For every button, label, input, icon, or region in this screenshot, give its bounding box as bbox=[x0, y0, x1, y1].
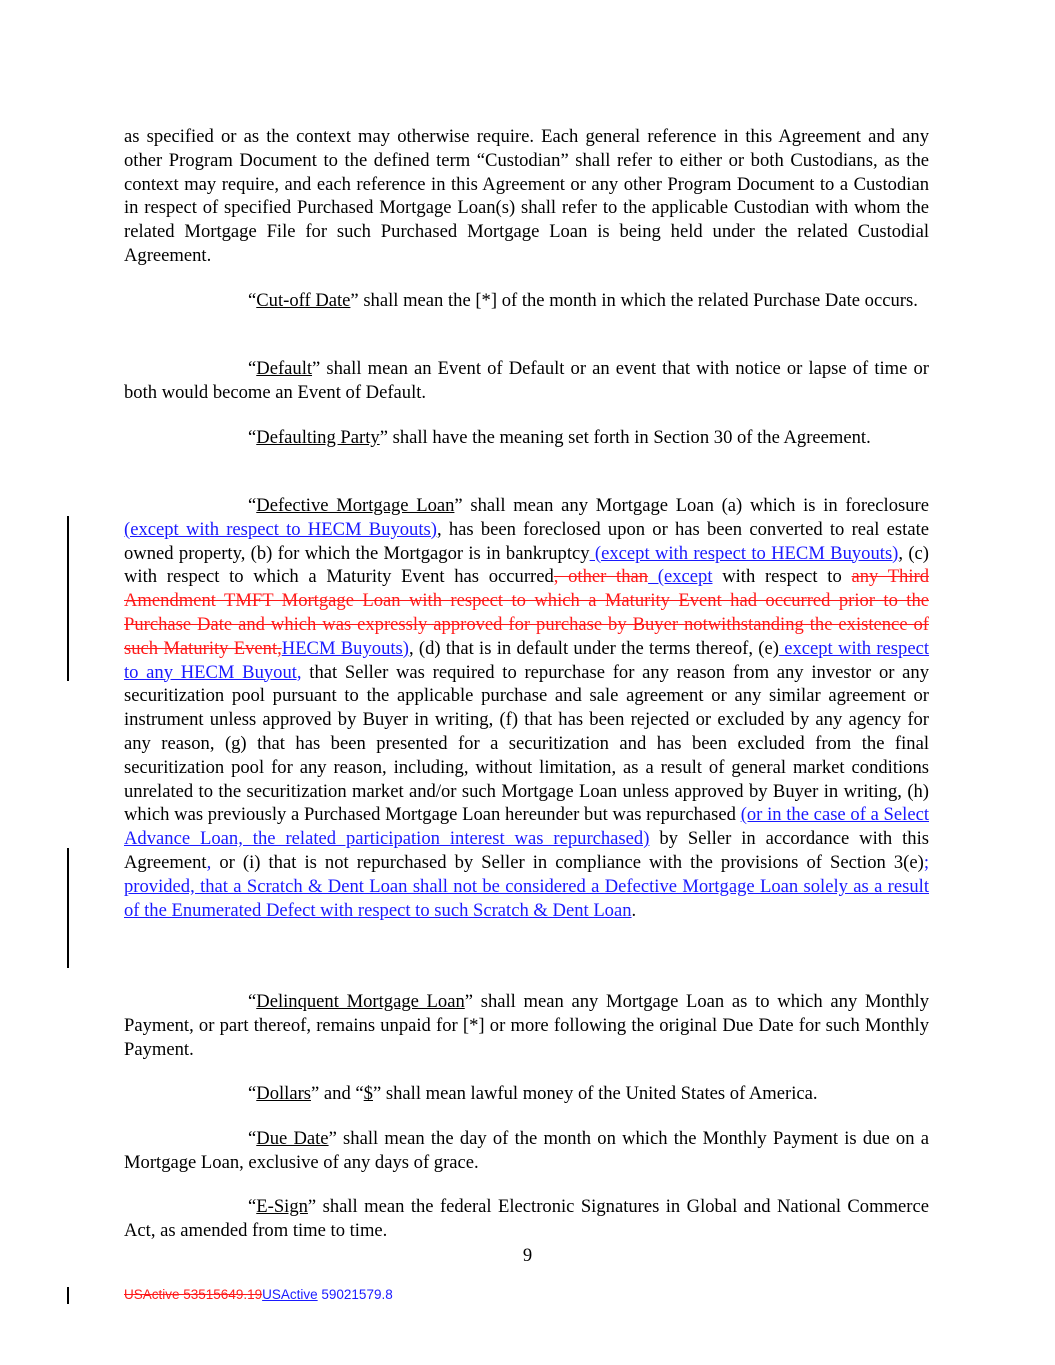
defaulting-party-paragraph: “Defaulting Party” shall have the meaning set forth in Section 30 of the Agreement. bbox=[248, 427, 871, 448]
due-date-paragraph: “Due Date” shall mean the day of the month on which the Monthly Payment is due on a Mortgage Loan, exclusive of any days of grace. bbox=[124, 1128, 930, 1173]
footer-inserted-id: USActive bbox=[262, 1287, 318, 1302]
defined-term: $ bbox=[363, 1083, 373, 1104]
defined-term: Cut-off Date bbox=[256, 290, 351, 311]
inserted-text: (or in the case of a Select Advance Loan, the related participation interest was repurchased) bbox=[124, 804, 929, 850]
defined-term: Defective Mortgage Loan bbox=[256, 495, 455, 516]
esign-paragraph: “E-Sign” shall mean the federal Electronic Signatures in Global and National Commerce Act, as amended from time to time. bbox=[124, 1196, 929, 1241]
default-paragraph: “Default” shall mean an Event of Default or an event that with notice or lapse of time or both would become an Event of Default. bbox=[124, 358, 929, 403]
inserted-text: (except with respect to HECM Buyouts) bbox=[589, 542, 899, 564]
deleted-text: , other than bbox=[553, 566, 649, 588]
cutoff-paragraph: “Cut-off Date” shall mean the [*] of the month in which the related Purchase Date occurs. bbox=[248, 290, 918, 311]
footer-deleted-id: USActive 53515649.19 bbox=[124, 1287, 263, 1302]
change-bar bbox=[67, 516, 69, 681]
inserted-text: , bbox=[206, 851, 212, 873]
page-number: 9 bbox=[522, 1245, 533, 1266]
dollars-paragraph: “Dollars” and “$” shall mean lawful money of the United States of America. bbox=[248, 1083, 818, 1104]
defined-term: Dollars bbox=[256, 1083, 312, 1104]
inserted-text: ; provided, that a Scratch & Dent Loan shall not be considered a Defective Mortgage Loan solely as a result of the Enumerated Defect with respect to such Scratch & Dent Loan bbox=[124, 851, 929, 921]
footer-inserted-number: 59021579.8 bbox=[317, 1287, 393, 1302]
deleted-text: any Third Amendment TMFT Mortgage Loan with respect to which a Maturity Event had occurred prior to the Purchase Date and which was expressly approved for purchase by Buyer notwithstanding the existence of such Maturity Event, bbox=[124, 566, 930, 659]
document-footer bbox=[124, 1287, 393, 1302]
change-bar bbox=[67, 1287, 69, 1304]
inserted-text: except with respect to any HECM Buyout, bbox=[124, 637, 930, 683]
inserted-text: (except with respect to HECM Buyouts) bbox=[124, 518, 437, 540]
defined-term: Default bbox=[256, 358, 313, 379]
defined-term: Delinquent Mortgage Loan bbox=[256, 991, 465, 1012]
delinquent-paragraph: “Delinquent Mortgage Loan” shall mean any Mortgage Loan as to which any Monthly Payment, or part thereof, remains unpaid for [*] or more following the original Due Date for such Monthly Payment. bbox=[124, 991, 929, 1060]
inserted-text: HECM Buyouts) bbox=[281, 637, 409, 659]
defined-term: Due Date bbox=[256, 1128, 329, 1149]
defined-term: E-Sign bbox=[256, 1196, 308, 1217]
intro-paragraph: as specified or as the context may otherwise require. Each general reference in this Agreement and any other Program Document to the defined term “Custodian” shall refer to either or both Custodians, as the context may require, and each reference in this Agreement or any other Program Document to a Custodian in respect of specified Purchased Mortgage Loan(s) shall refer to the applicable Custodian with whom the related Mortgage File for such Purchased Mortgage Loan is being held under the related Custodial Agreement. bbox=[124, 126, 929, 266]
inserted-text: (except bbox=[648, 566, 713, 588]
body-text bbox=[124, 125, 929, 268]
defined-term: Defaulting Party bbox=[256, 427, 380, 448]
defective-paragraph: “Defective Mortgage Loan” shall mean any Mortgage Loan (a) which is in foreclosure (except with respect to HECM Buyouts), has been foreclosed upon or has been converted to real estate owned property, (b) for which the Mortgagor is in bankruptcy (except with respect to HECM Buyouts), (c) with respect to which a Maturity Event has occurred, other than (except with respect to any Third Amendment TMFT Mortgage Loan with respect to which a Maturity Event had occurred prior to the Purchase Date and which was expressly approved for purchase by Buyer notwithstanding the existence of such Maturity Event,HECM Buyouts), (d) that is in default under the terms thereof, (e) except with respect to any HECM Buyout, that Seller was required to repurchase for any reason from any investor or any securitization pool pursuant to the applicable purchase and sale agreement or any similar agreement or instrument unless approved by Buyer in writing, (f) that has been rejected or excluded by any agency for any reason, (g) that has been presented for a securitization and has been excluded from the final securitization pool for any reason, including, without limitation, as a result of general market conditions unrelated to the securitization market and/or such Mortgage Loan unless approved by Buyer in writing, (h) which was previously a Purchased Mortgage Loan hereunder but was repurchased (or in the case of a Select Advance Loan, the related participation interest was repurchased) by Seller in accordance with this Agreement, or (i) that is not repurchased by Seller in compliance with the provisions of Section 3(e); provided, that a Scratch & Dent Loan shall not be considered a Defective Mortgage Loan solely as a result of the Enumerated Defect with respect to such Scratch & Dent Loan. bbox=[124, 495, 930, 921]
change-bar bbox=[67, 848, 69, 968]
